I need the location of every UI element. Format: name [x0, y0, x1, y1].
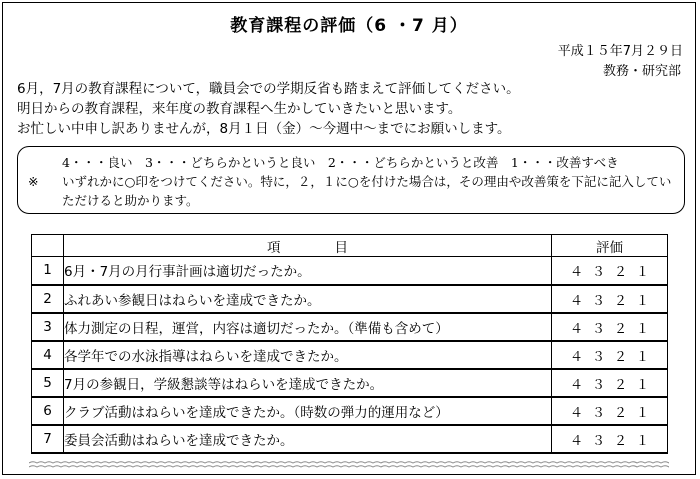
document-page	[2, 2, 696, 475]
department-name: 教務・研究部	[602, 64, 681, 79]
rating-option[interactable]: １	[635, 264, 650, 281]
rating-options[interactable]	[552, 369, 668, 397]
rating-option[interactable]: １	[635, 320, 650, 337]
row-number: 4	[32, 341, 64, 369]
intro-line: 明日からの教育課程，来年度の教育課程へ生かしていきたいと思います。	[17, 101, 462, 117]
note-mark: ※	[28, 174, 39, 189]
row-item-text: 委員会活動はねらいを達成できたか。	[64, 425, 552, 453]
rating-option[interactable]: ２	[613, 376, 628, 393]
rating-option[interactable]: ４	[569, 432, 584, 449]
rating-option[interactable]: １	[635, 292, 650, 309]
rating-option[interactable]: ２	[613, 264, 628, 281]
document-date: 平成１５年7月２９日	[557, 44, 683, 59]
header-number	[32, 235, 64, 257]
rating-option[interactable]: １	[635, 348, 650, 365]
evaluation-table	[31, 234, 668, 454]
row-item-text: 6月・7月の月行事計画は適切だったか。	[64, 257, 552, 285]
rating-option[interactable]: ４	[569, 376, 584, 393]
table-row	[32, 397, 668, 425]
row-item-text: ふれあい参観日はねらいを達成できたか。	[64, 285, 552, 313]
row-item-text: クラブ活動はねらいを達成できたか。（時数の弾力的運用など）	[64, 397, 552, 425]
rating-option[interactable]: ２	[613, 292, 628, 309]
intro-line: お忙しい中申し訳ありませんが，8月１日（金）～今週中～までにお願いします。	[17, 121, 511, 137]
row-number: 6	[32, 397, 64, 425]
rating-option[interactable]: １	[635, 404, 650, 421]
rating-scale-legend: 4・・・良い 3・・・どちらかというと良い 2・・・どちらかというと改善 1・・・改善すべき	[62, 155, 619, 170]
rating-option[interactable]: ３	[591, 320, 606, 337]
rating-option[interactable]: １	[635, 376, 650, 393]
table-row	[32, 257, 668, 285]
table-row	[32, 285, 668, 313]
rating-option[interactable]: ２	[613, 432, 628, 449]
rating-options[interactable]	[552, 397, 668, 425]
rating-option[interactable]: ３	[591, 376, 606, 393]
header-rating: 評価	[552, 235, 668, 257]
row-item-text: 各学年での水泳指導はねらいを達成できたか。	[64, 341, 552, 369]
instructions-text: いずれかに○印をつけてください。特に，２，１に○を付けた場合は，その理由や改善策を下記に記入していただけると助かります。	[62, 174, 672, 208]
intro-line: 6月，7月の教育課程について，職員会での学期反省も踏まえて評価してください。	[17, 81, 520, 97]
rating-option[interactable]: ４	[569, 348, 584, 365]
rating-option[interactable]: ３	[591, 264, 606, 281]
rating-option[interactable]: ４	[569, 264, 584, 281]
rating-option[interactable]: ２	[613, 404, 628, 421]
rating-options[interactable]	[552, 313, 668, 341]
torn-edge-divider	[29, 459, 669, 469]
table-row	[32, 369, 668, 397]
rating-option[interactable]: ４	[569, 404, 584, 421]
header-item: 項 目	[64, 235, 552, 257]
table-row	[32, 313, 668, 341]
row-item-text: 7月の参観日，学級懇談等はねらいを達成できたか。	[64, 369, 552, 397]
document-title: 教育課程の評価（6 ・7 月）	[230, 16, 468, 36]
rating-option[interactable]: １	[635, 432, 650, 449]
row-number: 5	[32, 369, 64, 397]
rating-option[interactable]: ３	[591, 404, 606, 421]
rating-options[interactable]	[552, 341, 668, 369]
rating-option[interactable]: ３	[591, 292, 606, 309]
row-number: 2	[32, 285, 64, 313]
rating-option[interactable]: ２	[613, 348, 628, 365]
rating-option[interactable]: ３	[591, 432, 606, 449]
rating-option[interactable]: ２	[613, 320, 628, 337]
row-number: 7	[32, 425, 64, 453]
row-number: 3	[32, 313, 64, 341]
table-row	[32, 341, 668, 369]
table-row	[32, 425, 668, 453]
rating-option[interactable]: ４	[569, 292, 584, 309]
rating-instructions-box	[17, 146, 685, 214]
rating-options[interactable]	[552, 285, 668, 313]
row-number: 1	[32, 257, 64, 285]
rating-options[interactable]	[552, 425, 668, 453]
intro-paragraph	[17, 79, 520, 139]
table-header-row	[32, 235, 668, 257]
row-item-text: 体力測定の日程，運営，内容は適切だったか。（準備も含めて）	[64, 313, 552, 341]
rating-option[interactable]: ４	[569, 320, 584, 337]
rating-options[interactable]	[552, 257, 668, 285]
rating-option[interactable]: ３	[591, 348, 606, 365]
